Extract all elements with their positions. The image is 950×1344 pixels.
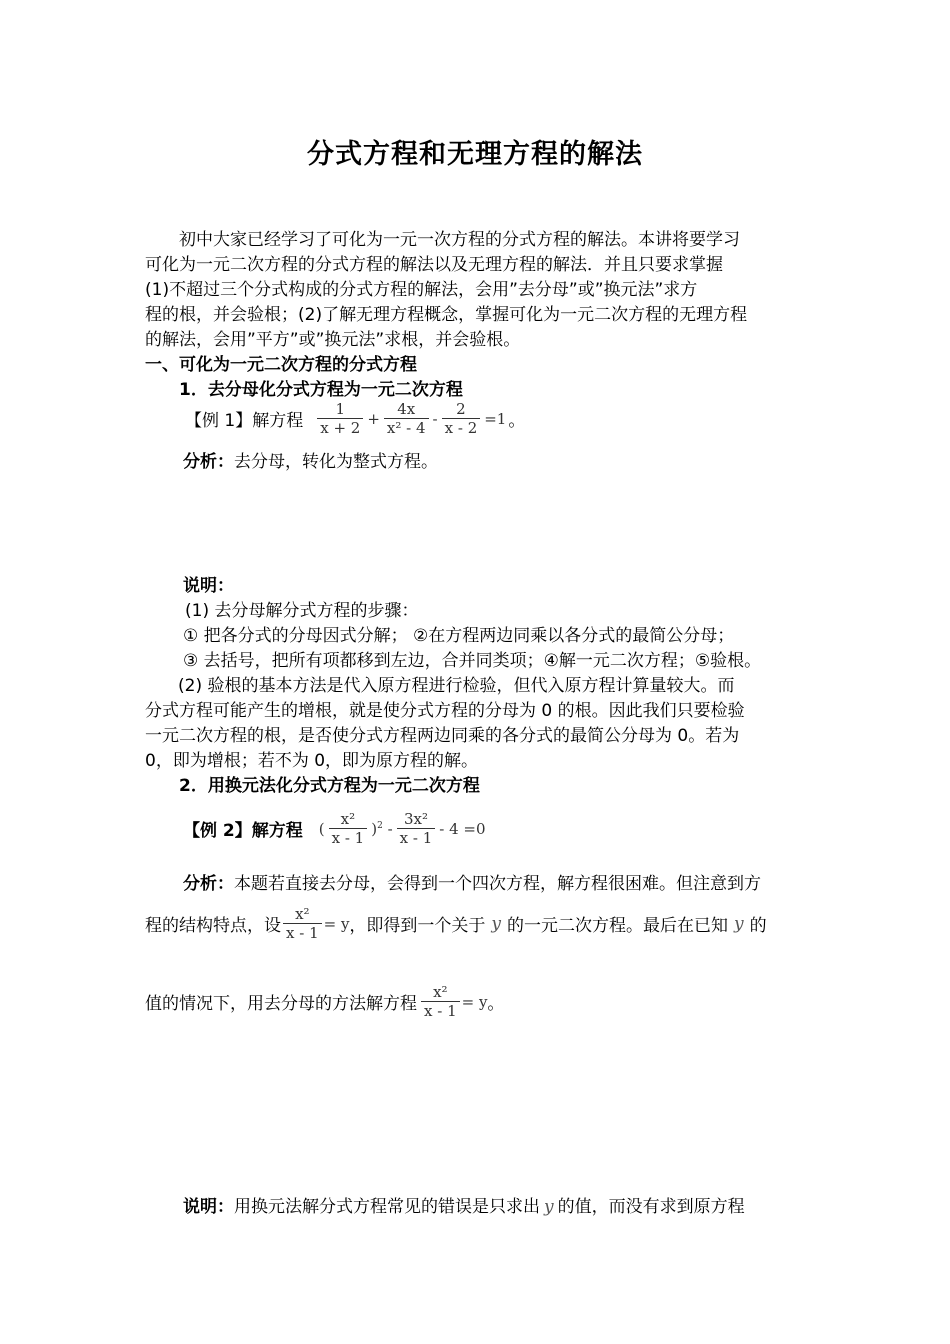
fraction-5: $\frac{\text{3x²}}{x - 1}$ [397,810,436,847]
substitution-fraction-2: $\frac{\text{x²}}{x - 1}$ [421,983,460,1020]
note-1-line-3: ③ 去括号，把所有项都移到左边，合并同类项；④解一元二次方程；⑤验根。 [183,651,762,671]
subsection-heading-2: 2．用换元法化分式方程为一元二次方程 [179,776,480,796]
fraction-4: $\frac{\text{x²}}{x - 1}$ [329,810,368,847]
intro-line-4: 程的根，并会验根；(2)了解无理方程概念，掌握可化为一元二次方程的无理方程 [145,305,748,325]
example-2-equation: 【例 2】解方程 ( $\frac{\text{x²}}{x - 1}$ )$^2$ - $\frac{\text{3x²}}{x - 1}$ - 4 =0 [183,810,486,847]
fraction-2: $\frac{4x}{\text{x² - 4}}$ [384,400,429,437]
intro-line-5: 的解法，会用”平方”或”换元法”求根，并会验根。 [145,330,521,350]
example-2-analysis-line-3: 值的情况下，用去分母的方法解方程 $\frac{\text{x²}}{x - 1}$ = y 。 [145,983,505,1020]
example-1-equation: 【例 1】解方程 $\frac{1}{x + 2}$ + $\frac{4x}{\text{x² - 4}}$ - $\frac{2}{x - 2}$ =1 。 [185,400,526,437]
note-1-label: 说明： [183,576,234,596]
note-1-line-7: 0，即为增根；若不为 0，即为原方程的解。 [145,751,479,771]
note-1-line-1: (1) 去分母解分式方程的步骤： [185,601,419,621]
page-title: 分式方程和无理方程的解法 [307,139,643,170]
fraction-3: $\frac{2}{x - 2}$ [442,400,481,437]
note-1-line-5: 分式方程可能产生的增根，就是使分式方程的分母为 0 的根。因此我们只要检验 [145,701,745,721]
intro-line-2: 可化为一元二次方程的分式方程的解法以及无理方程的解法．并且只要求掌握 [145,255,723,275]
example-1-label: 【例 1】解方程 [185,411,304,431]
note-1-line-2: ① 把各分式的分母因式分解； ②在方程两边同乘以各分式的最简公分母； [183,626,735,646]
example-2-analysis-line-1: 分析：本题若直接去分母，会得到一个四次方程，解方程很困难。但注意到方 [183,874,761,894]
note-1-line-4: (2) 验根的基本方法是代入原方程进行检验，但代入原方程计算量较大。而 [178,676,735,696]
note-1-line-6: 一元二次方程的根，是否使分式方程两边同乘的各分式的最简公分母为 0。若为 [145,726,740,746]
intro-line-3: (1)不超过三个分式构成的分式方程的解法，会用”去分母”或”换元法”求方 [145,280,698,300]
subsection-heading-1: 1．去分母化分式方程为一元二次方程 [179,380,463,400]
example-2-analysis-line-2: 程的结构特点，设 $\frac{\text{x²}}{x - 1}$ = y ，即得到一个关于 y 的一元二次方程。最后在已知 y 的 [145,905,767,942]
substitution-fraction: $\frac{\text{x²}}{x - 1}$ [283,905,322,942]
example-2-label: 【例 2】解方程 [183,821,303,841]
fraction-1: $\frac{1}{x + 2}$ [317,400,363,437]
intro-line-1: 初中大家已经学习了可化为一元一次方程的分式方程的解法。本讲将要学习 [179,230,740,250]
note-2-line: 说明：用换元法解分式方程常见的错误是只求出 y 的值，而没有求到原方程 [183,1197,745,1217]
example-1-analysis: 分析：去分母，转化为整式方程。 [183,452,438,472]
section-heading-1: 一、可化为一元二次方程的分式方程 [145,355,417,375]
